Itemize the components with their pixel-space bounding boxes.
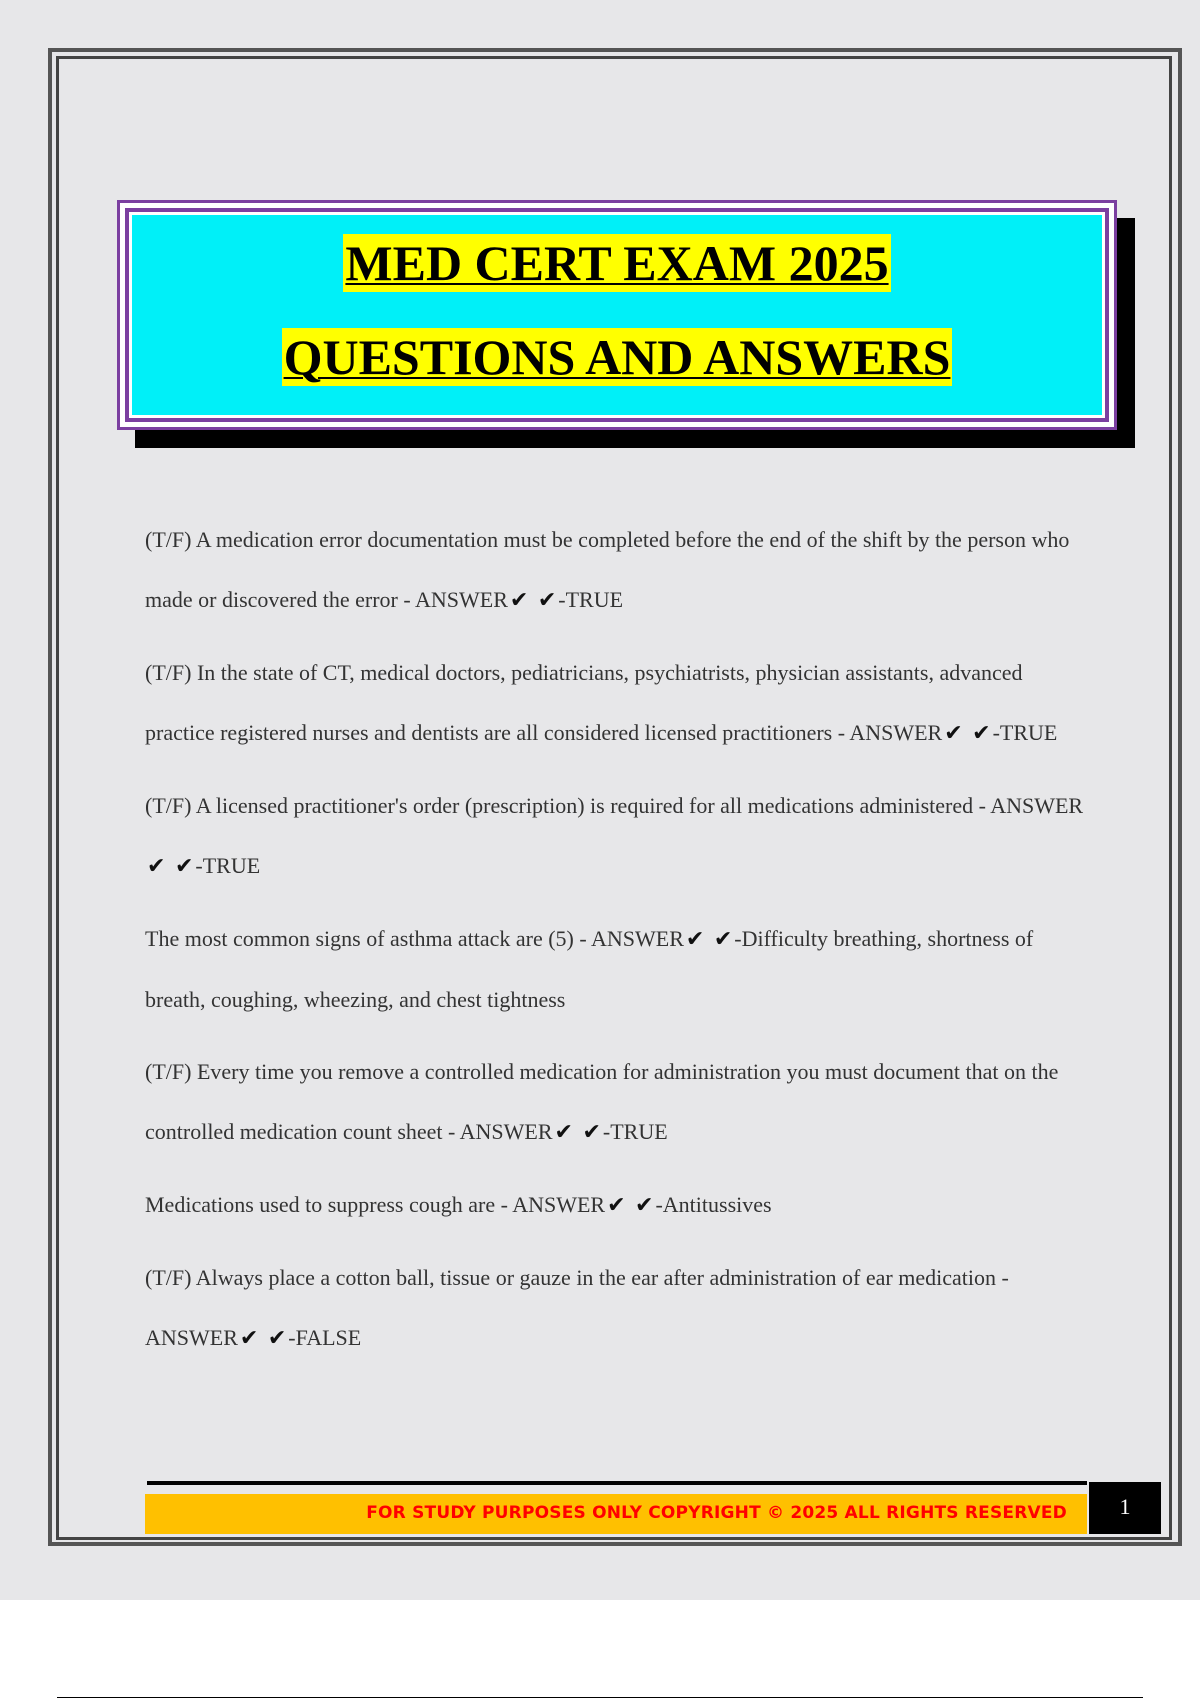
- document-title: MED CERT EXAM 2025: [345, 235, 889, 291]
- qa-question: Medications used to suppress cough are - ANSWER: [145, 1192, 606, 1217]
- copyright-notice: FOR STUDY PURPOSES ONLY COPYRIGHT © 2025 ALL RIGHTS RESERVED: [366, 1503, 1067, 1523]
- qa-answer: -TRUE: [992, 720, 1058, 745]
- check-icon: ✔: [944, 721, 963, 746]
- qa-answer: -Difficulty breathing, shortness of breath, coughing, wheezing, and chest tightness: [145, 926, 1034, 1012]
- check-icon: ✔: [239, 1326, 259, 1351]
- qa-item: [145, 909, 1085, 1030]
- check-icon: ✔: [685, 927, 705, 952]
- check-icon: ✔: [607, 1193, 626, 1218]
- qa-item: [145, 1175, 1085, 1236]
- qa-item: [145, 1248, 1085, 1369]
- qa-question: (T/F) In the state of CT, medical doctors, pediatricians, psychiatrists, physician assistants, advanced practice registered nurses and dentists are all considered licensed practitioners - ANSWER: [145, 660, 1023, 745]
- qa-list: [145, 510, 1085, 1369]
- title-banner: [117, 200, 1117, 430]
- qa-question: (T/F) Every time you remove a controlled medication for administration you must document that on the controlled medication count sheet - ANSWER: [145, 1059, 1059, 1144]
- qa-question: The most common signs of asthma attack are (5) - ANSWER: [145, 926, 684, 951]
- check-icon: ✔: [582, 1120, 601, 1145]
- qa-answer: -FALSE: [288, 1325, 362, 1350]
- title-banner-fill: [132, 215, 1102, 415]
- check-icon: ✔: [509, 588, 529, 613]
- check-icon: ✔: [267, 1326, 287, 1351]
- check-icon: ✔: [174, 854, 194, 879]
- qa-answer: -TRUE: [558, 587, 624, 612]
- page-number: 1: [1119, 1494, 1131, 1519]
- next-page-top-rule: [57, 1697, 1143, 1698]
- check-icon: ✔: [554, 1120, 573, 1145]
- check-icon: ✔: [972, 721, 991, 746]
- qa-answer: -TRUE: [195, 853, 261, 878]
- check-icon: ✔: [713, 927, 733, 952]
- check-icon: ✔: [147, 854, 166, 879]
- document-subtitle: QUESTIONS AND ANSWERS: [283, 329, 951, 385]
- qa-question: (T/F) A licensed practitioner's order (prescription) is required for all medications administered - ANSWER: [145, 793, 1084, 818]
- footer-band: [145, 1494, 1087, 1534]
- footer-rule: [147, 1481, 1087, 1485]
- qa-answer: -Antitussives: [655, 1192, 772, 1217]
- qa-item: [145, 1042, 1085, 1163]
- qa-answer: -TRUE: [602, 1119, 668, 1144]
- qa-item: [145, 776, 1085, 897]
- qa-item: [145, 510, 1085, 631]
- check-icon: ✔: [635, 1193, 654, 1218]
- qa-question: (T/F) A medication error documentation must be completed before the end of the shift by the person who made or discovered the error - ANSWER: [145, 527, 1070, 612]
- qa-question: (T/F) Always place a cotton ball, tissue or gauze in the ear after administration of ear medication - ANSWER: [145, 1265, 1009, 1350]
- title-banner-border: [125, 208, 1109, 422]
- check-icon: ✔: [537, 588, 557, 613]
- qa-item: [145, 643, 1085, 764]
- page-number-box: [1089, 1482, 1161, 1534]
